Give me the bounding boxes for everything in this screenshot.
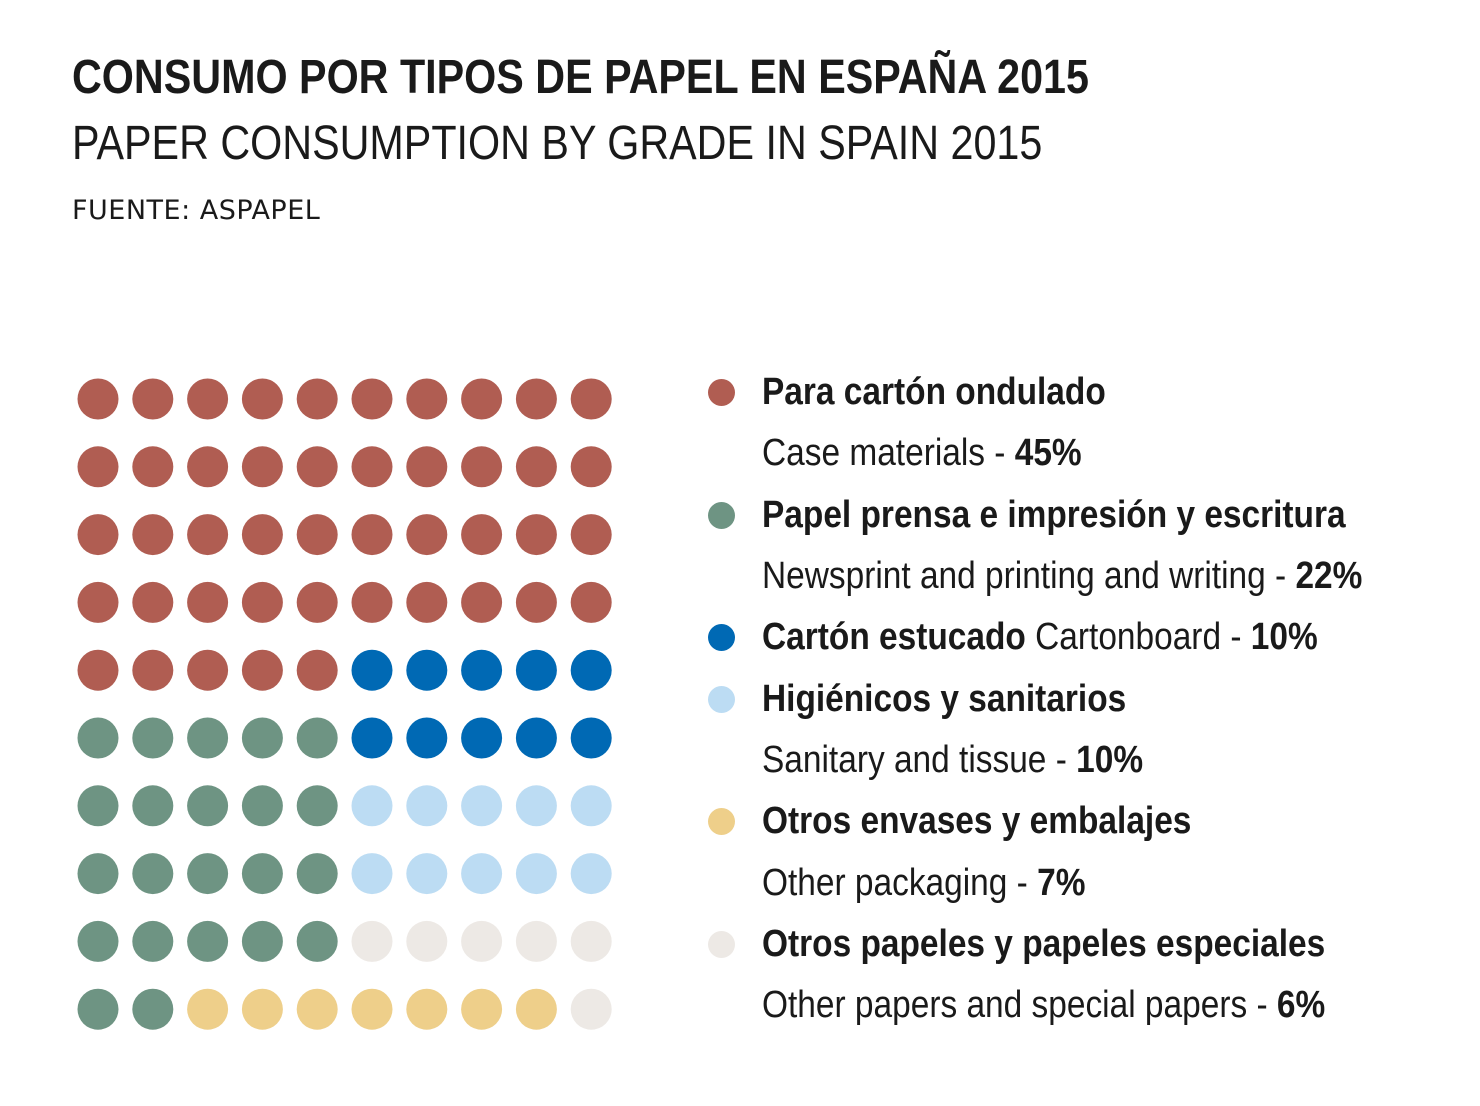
waffle-dot-case-materials: [297, 379, 338, 420]
waffle-dot-cartonboard: [461, 718, 502, 759]
waffle-dot-case-materials: [406, 446, 447, 487]
waffle-dot-cartonboard: [516, 650, 557, 691]
waffle-dot-case-materials: [297, 446, 338, 487]
chart-source: FUENTE: ASPAPEL: [72, 195, 321, 226]
waffle-dot-sanitary: [406, 785, 447, 826]
waffle-dot-newsprint: [132, 989, 173, 1030]
waffle-dot-case-materials: [571, 446, 612, 487]
waffle-dot-newsprint: [242, 718, 283, 759]
legend-item-other-papers: [700, 914, 1470, 975]
legend-percent: 10%: [1250, 616, 1318, 659]
waffle-dot-case-materials: [461, 446, 502, 487]
legend-label-es: Otros papeles y papeles especiales: [762, 922, 1326, 965]
waffle-dot-newsprint: [187, 921, 228, 962]
waffle-dot-newsprint: [132, 718, 173, 759]
waffle-dot-other-papers: [571, 989, 612, 1030]
legend-percent: 6%: [1276, 984, 1326, 1027]
waffle-dot-newsprint: [78, 989, 119, 1030]
legend-dot: [708, 624, 735, 651]
waffle-dot-newsprint: [297, 853, 338, 894]
waffle-dot-newsprint: [132, 853, 173, 894]
waffle-dot-case-materials: [461, 582, 502, 623]
legend-item-cartonboard: Cartón estucado Cartonboard - 10%: [700, 607, 1470, 668]
legend-item-other-packaging: [700, 791, 1470, 852]
legend-label-es: Cartón estucado: [762, 616, 1026, 659]
legend-label-en: Newsprint and printing and writing: [762, 555, 1266, 598]
waffle-dot-newsprint: [187, 853, 228, 894]
waffle-dot-case-materials: [516, 514, 557, 555]
chart-title: CONSUMO POR TIPOS DE PAPEL EN ESPAÑA 2015: [72, 51, 1089, 104]
legend-item-sanitary: [700, 668, 1470, 729]
waffle-dot-case-materials: [352, 582, 393, 623]
legend-label-es: Para cartón ondulado: [762, 371, 1106, 414]
waffle-dot-sanitary: [516, 785, 557, 826]
waffle-dot-newsprint: [297, 718, 338, 759]
waffle-dot-case-materials: [132, 582, 173, 623]
waffle-dot-case-materials: [406, 379, 447, 420]
waffle-dot-case-materials: [352, 514, 393, 555]
waffle-dot-sanitary: [406, 853, 447, 894]
waffle-dot-case-materials: [132, 446, 173, 487]
waffle-dot-sanitary: [352, 853, 393, 894]
legend-dot: [708, 379, 735, 406]
waffle-dot-case-materials: [187, 582, 228, 623]
waffle-dot-cartonboard: [406, 650, 447, 691]
waffle-dot-case-materials: [78, 446, 119, 487]
waffle-dot-newsprint: [297, 785, 338, 826]
waffle-dot-newsprint: [242, 785, 283, 826]
waffle-dot-other-papers: [406, 921, 447, 962]
waffle-dot-case-materials: [516, 582, 557, 623]
waffle-dot-case-materials: [78, 582, 119, 623]
legend-dot: [708, 686, 735, 713]
waffle-dot-case-materials: [352, 379, 393, 420]
legend-dot: [708, 808, 735, 835]
waffle-dot-cartonboard: [352, 718, 393, 759]
waffle-dot-case-materials: [242, 379, 283, 420]
waffle-dot-other-packaging: [187, 989, 228, 1030]
waffle-dot-other-packaging: [352, 989, 393, 1030]
waffle-dot-other-packaging: [461, 989, 502, 1030]
legend-percent: 22%: [1295, 555, 1363, 598]
legend-label-es: Papel prensa e impresión y escritura: [762, 493, 1346, 536]
waffle-dot-newsprint: [78, 718, 119, 759]
waffle-dot-case-materials: [242, 514, 283, 555]
waffle-dot-cartonboard: [516, 718, 557, 759]
waffle-dot-other-packaging: [516, 989, 557, 1030]
waffle-dot-other-packaging: [297, 989, 338, 1030]
waffle-dot-newsprint: [132, 921, 173, 962]
waffle-dot-case-materials: [132, 514, 173, 555]
waffle-dot-cartonboard: [571, 718, 612, 759]
waffle-dot-newsprint: [78, 785, 119, 826]
waffle-dot-newsprint: [242, 853, 283, 894]
waffle-dot-case-materials: [297, 514, 338, 555]
waffle-dot-other-papers: [461, 921, 502, 962]
legend-percent: 10%: [1076, 738, 1144, 781]
legend-item-newsprint: [700, 485, 1470, 546]
waffle-dot-case-materials: [352, 446, 393, 487]
legend-label-en: Sanitary and tissue: [762, 738, 1047, 781]
waffle-dot-case-materials: [78, 650, 119, 691]
waffle-dot-cartonboard: [352, 650, 393, 691]
waffle-dot-cartonboard: [571, 650, 612, 691]
waffle-dot-cartonboard: [406, 718, 447, 759]
waffle-dot-case-materials: [132, 379, 173, 420]
legend-label-en: Cartonboard: [1035, 616, 1222, 659]
waffle-dot-sanitary: [571, 853, 612, 894]
waffle-dot-sanitary: [461, 785, 502, 826]
legend-label-en: Case materials: [762, 432, 986, 475]
legend-label-es: Otros envases y embalajes: [762, 800, 1192, 843]
waffle-dot-cartonboard: [461, 650, 502, 691]
waffle-dot-case-materials: [516, 446, 557, 487]
waffle-dot-sanitary: [352, 785, 393, 826]
waffle-dot-case-materials: [297, 650, 338, 691]
waffle-dot-other-papers: [516, 921, 557, 962]
waffle-dot-newsprint: [187, 785, 228, 826]
waffle-dot-newsprint: [132, 785, 173, 826]
waffle-dot-other-papers: [571, 921, 612, 962]
waffle-dot-case-materials: [461, 379, 502, 420]
waffle-dot-case-materials: [187, 514, 228, 555]
legend-item-case-materials: [700, 362, 1470, 423]
legend-label-en: Other papers and special papers: [762, 984, 1248, 1027]
waffle-dot-other-packaging: [242, 989, 283, 1030]
waffle-dot-case-materials: [132, 650, 173, 691]
waffle-dot-case-materials: [571, 582, 612, 623]
chart-subtitle: PAPER CONSUMPTION BY GRADE IN SPAIN 2015: [72, 117, 1043, 170]
legend-percent: 45%: [1014, 432, 1082, 475]
waffle-dot-case-materials: [242, 582, 283, 623]
waffle-dot-case-materials: [187, 446, 228, 487]
waffle-dot-case-materials: [187, 650, 228, 691]
waffle-dot-other-papers: [352, 921, 393, 962]
legend: Para cartón ondulado Case materials - 45% Papel prensa e impresión y escritura Newsprint and printing and writing - 22% Cartón estucado Cartonboard - 10% Higiénicos y sanitarios Sanitary and tissue - 10% Otros envases y embalajes Other packaging - 7% Otros papeles y papeles especiales Other papers and special papers - 6%: [700, 362, 1470, 1036]
waffle-dot-newsprint: [297, 921, 338, 962]
legend-dot: [708, 502, 735, 529]
waffle-dot-case-materials: [78, 379, 119, 420]
waffle-dot-case-materials: [78, 514, 119, 555]
waffle-dot-case-materials: [571, 514, 612, 555]
waffle-dot-case-materials: [297, 582, 338, 623]
legend-percent: 7%: [1037, 861, 1086, 904]
legend-label-es: Higiénicos y sanitarios: [762, 677, 1127, 720]
waffle-dot-sanitary: [571, 785, 612, 826]
waffle-dot-case-materials: [406, 582, 447, 623]
waffle-dot-case-materials: [406, 514, 447, 555]
waffle-dot-newsprint: [187, 718, 228, 759]
waffle-dot-sanitary: [516, 853, 557, 894]
waffle-dot-newsprint: [242, 921, 283, 962]
waffle-dot-case-materials: [187, 379, 228, 420]
waffle-dot-case-materials: [516, 379, 557, 420]
waffle-dot-case-materials: [571, 379, 612, 420]
waffle-dot-newsprint: [78, 921, 119, 962]
legend-label-en: Other packaging: [762, 861, 1008, 904]
waffle-dot-sanitary: [461, 853, 502, 894]
legend-dot: [708, 931, 735, 958]
waffle-dot-newsprint: [78, 853, 119, 894]
waffle-dot-case-materials: [242, 650, 283, 691]
waffle-dot-case-materials: [461, 514, 502, 555]
waffle-dot-case-materials: [242, 446, 283, 487]
waffle-dot-other-packaging: [406, 989, 447, 1030]
